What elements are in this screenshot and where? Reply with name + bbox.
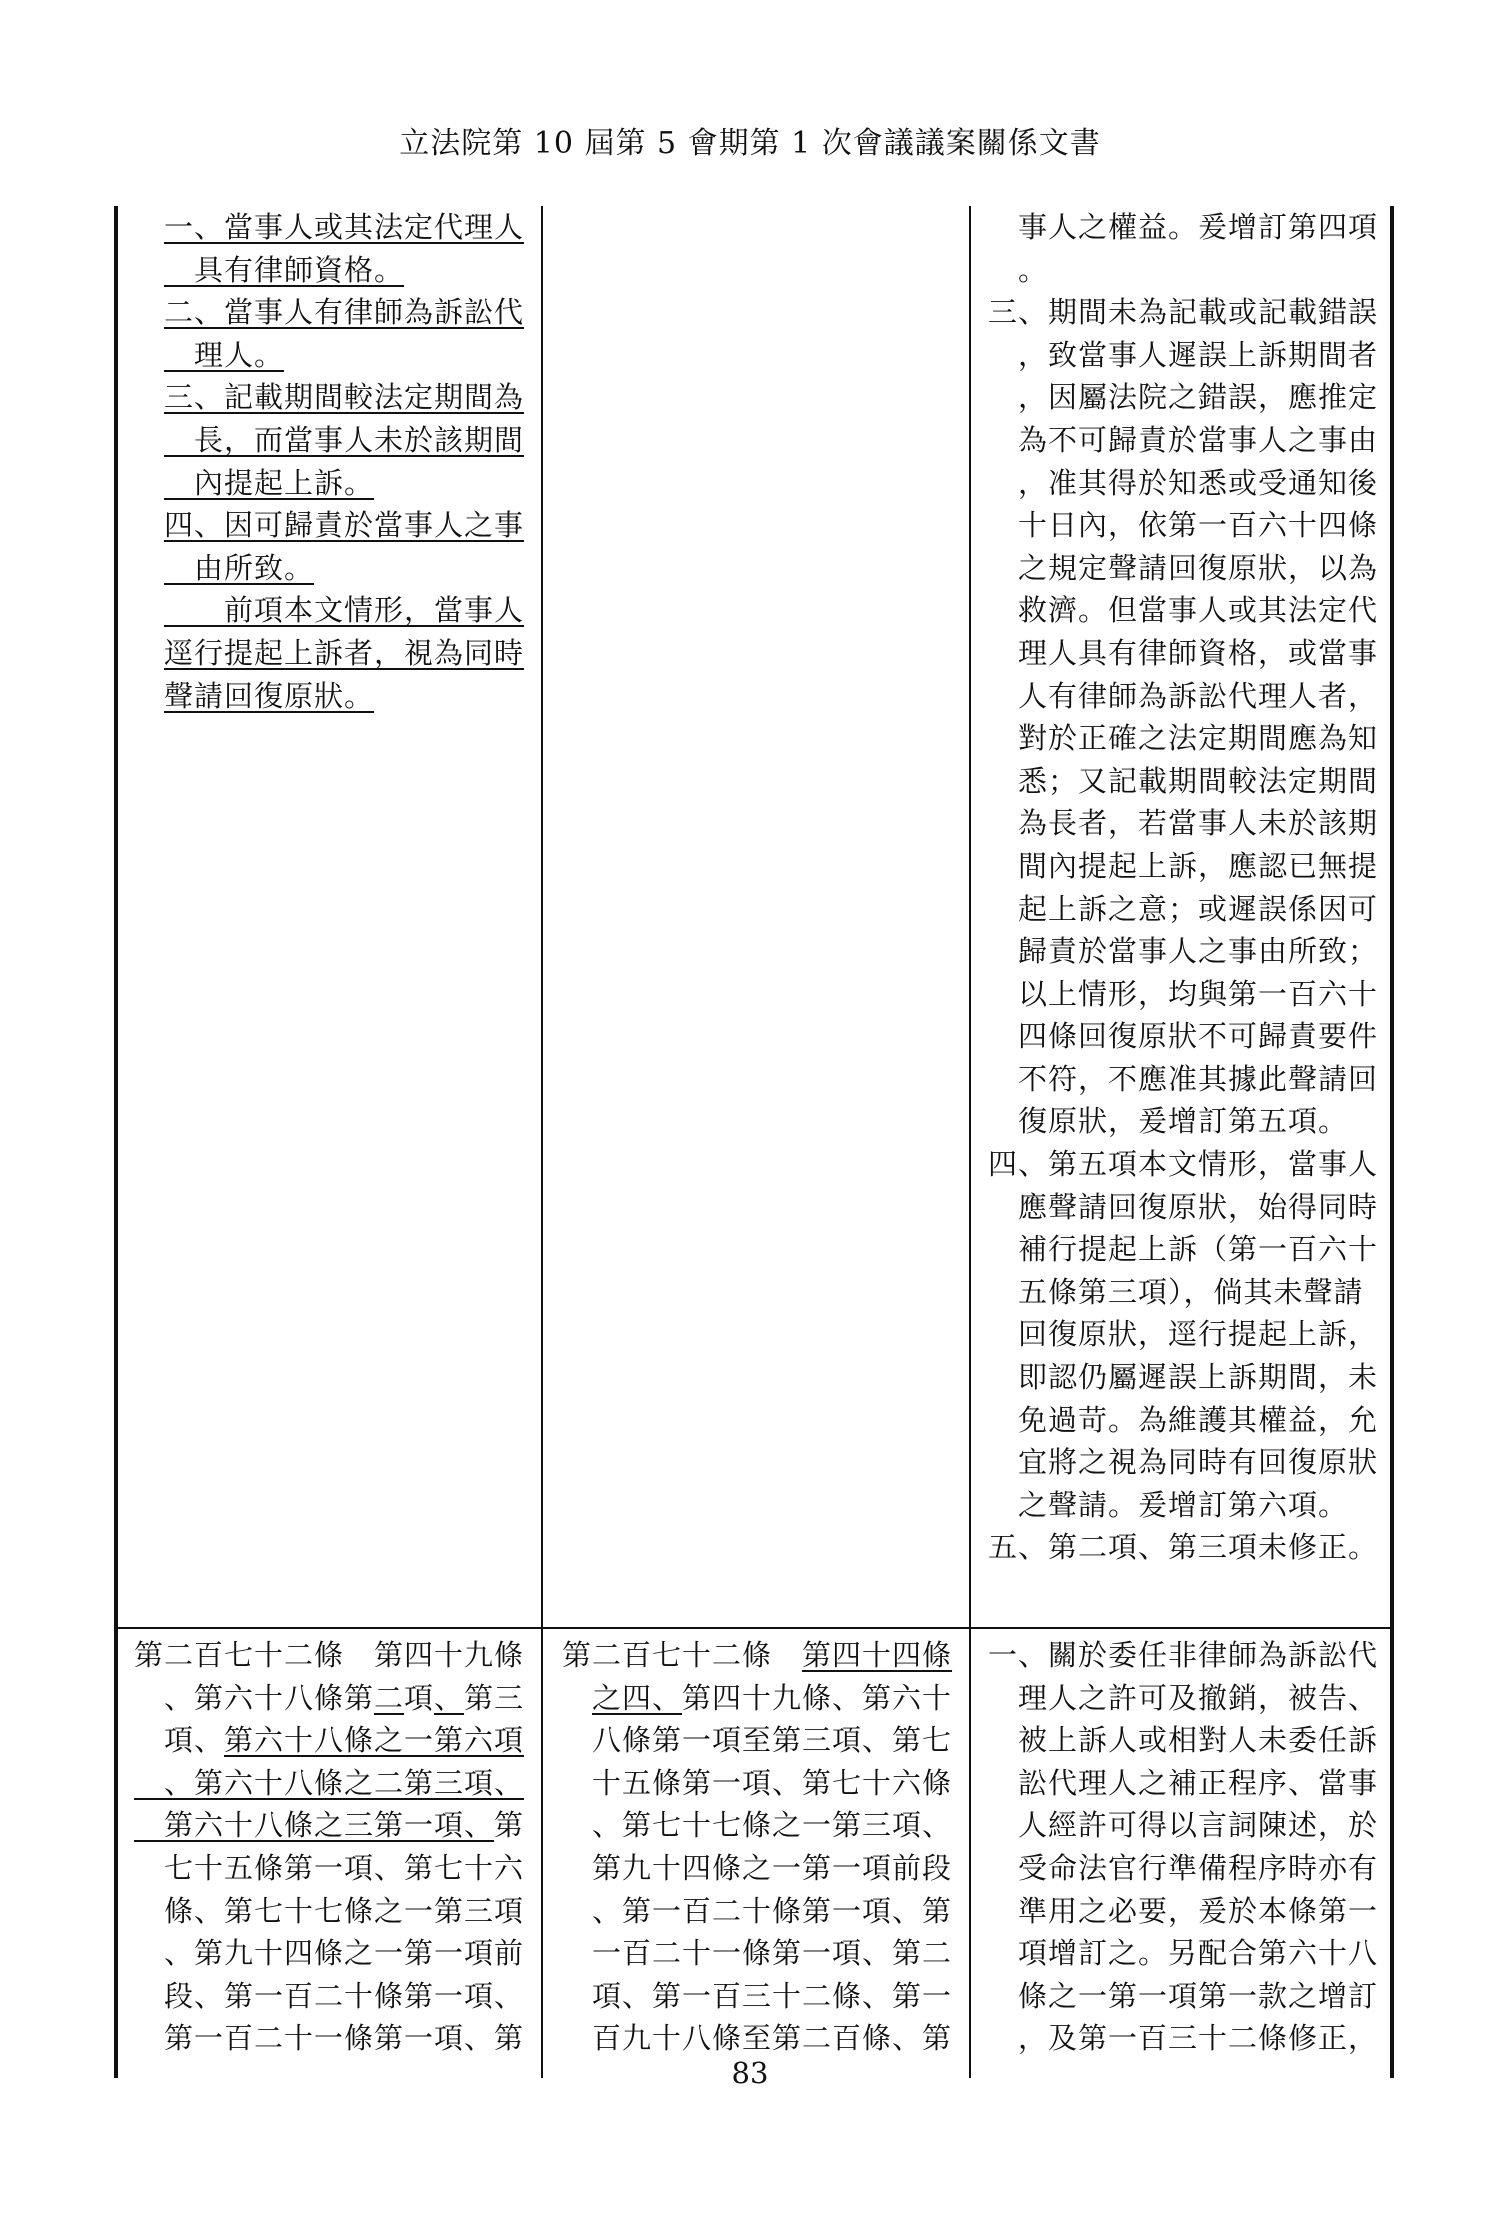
text-line	[562, 1634, 964, 1677]
text-segment: 第三	[464, 1680, 525, 1715]
text-line	[562, 1804, 964, 1847]
text-line	[988, 1634, 1388, 1677]
text-line	[164, 291, 539, 334]
text-segment: 人經許可得以言詞陳述，於	[988, 1808, 1379, 1843]
text-line	[164, 675, 539, 718]
text-segment: 為長者，若當事人未於該期	[988, 806, 1379, 841]
text-segment: 二、當事人有律師為訴訟代	[164, 295, 525, 330]
text-line	[988, 1526, 1388, 1569]
text-segment: 第九十四條之一第一項前段	[562, 1850, 953, 1885]
text-segment: 四條回復原狀不可歸責要件	[988, 1019, 1379, 1054]
text-line	[134, 1719, 539, 1762]
text-line	[988, 419, 1388, 462]
text-segment: 之四、	[592, 1680, 683, 1715]
table-right-border	[1390, 206, 1394, 2078]
row2-amendment-text	[134, 1634, 539, 2060]
text-line	[988, 547, 1388, 590]
row1-amendment-text	[164, 206, 539, 717]
text-segment: 內提起上訴。	[164, 465, 375, 500]
text-segment: 準用之必要，爰於本條第一	[988, 1893, 1379, 1928]
text-line	[988, 1847, 1388, 1890]
text-segment: 復原狀，爰增訂第五項。	[988, 1104, 1349, 1139]
text-segment: 段、第一百二十條第一項、	[134, 1978, 525, 2013]
page-number: 83	[731, 2056, 769, 2090]
text-segment: 三、記載期間較法定期間為	[164, 380, 525, 415]
text-segment: 起上訴之意；或遲誤係因可	[988, 891, 1379, 926]
text-segment: 悉；又記載期間較法定期間	[988, 763, 1379, 798]
text-segment: 救濟。但當事人或其法定代	[988, 593, 1379, 628]
text-segment: 免過苛。為維護其權益，允	[988, 1402, 1379, 1437]
text-line	[134, 1932, 539, 1975]
text-segment: 事人之權益。爰增訂第四項	[988, 210, 1379, 244]
page-header: 立法院第 10 屆第 5 會期第 1 次會議議案關係文書	[399, 126, 1101, 161]
text-line	[562, 1719, 964, 1762]
text-segment: 十五條第一項、第七十六條	[562, 1765, 953, 1800]
table-left-border	[114, 206, 118, 2078]
text-line	[164, 462, 539, 505]
text-segment: 八條第一項至第三項、第七	[562, 1723, 953, 1758]
text-line	[562, 1677, 964, 1720]
text-segment: 訟代理人之補正程序、當事	[988, 1765, 1379, 1800]
text-line	[988, 2017, 1388, 2060]
text-segment: 對於正確之法定期間應為知	[988, 721, 1379, 756]
text-line	[164, 376, 539, 419]
text-segment: 一、關於委任非律師為訴訟代	[988, 1638, 1379, 1672]
text-line	[988, 675, 1388, 718]
text-segment: 由所致。	[164, 550, 315, 585]
text-segment: 項	[404, 1680, 435, 1715]
text-line	[164, 632, 539, 675]
row2-current-text	[562, 1634, 964, 2060]
text-line	[988, 1399, 1388, 1442]
text-segment: 、第六十八條第	[134, 1680, 375, 1715]
text-line	[988, 1932, 1388, 1975]
text-line	[164, 547, 539, 590]
text-line	[988, 973, 1388, 1016]
text-line	[134, 1975, 539, 2018]
text-line	[134, 1677, 539, 1720]
text-line	[988, 1762, 1388, 1805]
text-segment: 三、期間未為記載或記載錯誤	[988, 295, 1379, 330]
text-line	[988, 376, 1388, 419]
text-segment: 間內提起上訴，應認已無提	[988, 848, 1379, 883]
text-line	[988, 206, 1388, 249]
text-segment: 第	[494, 1808, 525, 1843]
text-line	[134, 1804, 539, 1847]
text-line	[988, 1186, 1388, 1229]
text-segment: 第二百七十二條	[562, 1638, 803, 1672]
text-segment: 具有律師資格。	[164, 252, 405, 287]
text-line	[562, 2017, 964, 2060]
row2-explanation	[988, 1634, 1388, 2060]
text-line	[988, 632, 1388, 675]
text-segment: ，因屬法院之錯誤，應推定	[988, 380, 1379, 415]
text-line	[164, 419, 539, 462]
text-segment: 、	[434, 1680, 465, 1715]
text-line	[164, 206, 539, 249]
text-segment: 受命法官行準備程序時亦有	[988, 1850, 1379, 1885]
text-segment: 理人具有律師資格，或當事	[988, 635, 1379, 670]
text-segment: 條之一第一項第一款之增訂	[988, 1978, 1379, 2013]
text-line	[988, 802, 1388, 845]
text-segment: ，及第一百三十二條修正，	[988, 2021, 1379, 2056]
text-line	[988, 717, 1388, 760]
text-segment: 即認仍屬遲誤上訴期間，未	[988, 1360, 1379, 1395]
text-segment: 、第九十四條之一第一項前	[134, 1936, 525, 1971]
text-line	[988, 462, 1388, 505]
text-segment: 四、因可歸責於當事人之事	[164, 508, 525, 543]
text-segment: 十日內，依第一百六十四條	[988, 508, 1379, 543]
text-line	[988, 504, 1388, 547]
text-segment: 第六十八條之三第一項、	[134, 1808, 495, 1843]
text-segment: 逕行提起上訴者，視為同時	[164, 635, 525, 670]
text-line	[134, 1762, 539, 1805]
text-line	[562, 1847, 964, 1890]
text-line	[562, 1975, 964, 2018]
text-segment: 、第七十七條之一第三項、	[562, 1808, 953, 1843]
text-segment: ，准其得於知悉或受通知後	[988, 465, 1379, 500]
text-segment: 為不可歸責於當事人之事由	[988, 422, 1379, 457]
text-segment: 以上情形，均與第一百六十	[988, 976, 1379, 1011]
text-line	[988, 1719, 1388, 1762]
column-divider-1	[541, 206, 543, 2078]
text-segment: 第二百七十二條 第四十九條	[134, 1638, 525, 1672]
text-line	[988, 1100, 1388, 1143]
text-line	[988, 1271, 1388, 1314]
text-line	[988, 930, 1388, 973]
text-line	[988, 888, 1388, 931]
text-line	[988, 1143, 1388, 1186]
text-segment: 宜將之視為同時有回復原狀	[988, 1445, 1379, 1480]
row-divider	[114, 1627, 1394, 1629]
text-line	[988, 1015, 1388, 1058]
text-segment: 被上訴人或相對人未委任訴	[988, 1723, 1379, 1758]
comparison-table	[114, 206, 1394, 2078]
text-line	[988, 1484, 1388, 1527]
text-segment: 應聲請回復原狀，始得同時	[988, 1189, 1379, 1224]
text-segment: 理人之許可及撤銷，被告、	[988, 1680, 1379, 1715]
text-segment: 七十五條第一項、第七十六	[134, 1850, 525, 1885]
text-segment: 一、當事人或其法定代理人	[164, 210, 525, 244]
text-segment: 條、第七十七條之一第三項	[134, 1893, 525, 1928]
text-segment	[562, 1681, 592, 1715]
text-line	[988, 1975, 1388, 2018]
text-line	[134, 1634, 539, 1677]
text-line	[134, 1890, 539, 1933]
text-line	[988, 1313, 1388, 1356]
text-line	[134, 2017, 539, 2060]
text-line	[988, 845, 1388, 888]
text-line	[988, 291, 1388, 334]
text-segment: 之聲請。爰增訂第六項。	[988, 1487, 1349, 1522]
text-segment: 理人。	[164, 337, 285, 372]
text-line	[988, 1228, 1388, 1271]
text-segment: 四、第五項本文情形，當事人	[988, 1147, 1379, 1182]
text-segment: 長，而當事人未於該期間	[164, 422, 525, 457]
text-segment: 補行提起上訴（第一百六十	[988, 1232, 1379, 1267]
text-segment: 二	[374, 1680, 405, 1715]
column-divider-2	[969, 206, 971, 2078]
text-segment: 、第六十八條之二第三項、	[134, 1765, 525, 1800]
row1-explanation	[988, 206, 1388, 1569]
text-line	[164, 589, 539, 632]
text-segment: 不符，不應准其據此聲請回	[988, 1061, 1379, 1096]
text-segment: 第一百二十一條第一項、第	[134, 2021, 525, 2056]
text-segment: 項、第一百三十二條、第一	[562, 1978, 953, 2013]
text-segment: 第四十四條	[802, 1638, 953, 1672]
text-line	[164, 334, 539, 377]
text-line	[988, 1677, 1388, 1720]
text-segment: 百九十八條至第二百條、第	[562, 2021, 953, 2056]
text-segment: 聲請回復原狀。	[164, 678, 375, 713]
text-line	[562, 1932, 964, 1975]
text-line	[988, 589, 1388, 632]
text-line	[988, 249, 1388, 292]
text-line	[134, 1847, 539, 1890]
text-line	[562, 1890, 964, 1933]
text-segment: 五條第三項），倘其未聲請	[988, 1274, 1364, 1309]
text-segment: 項增訂之。另配合第六十八	[988, 1936, 1379, 1971]
text-line	[988, 1804, 1388, 1847]
text-line	[988, 334, 1388, 377]
text-line	[988, 1058, 1388, 1101]
text-line	[988, 1356, 1388, 1399]
text-line	[988, 1890, 1388, 1933]
text-segment: 之規定聲請回復原狀，以為	[988, 550, 1379, 585]
text-segment: 第六十八條之一第六項	[224, 1723, 525, 1758]
text-segment: ，致當事人遲誤上訴期間者	[988, 337, 1379, 372]
text-segment: 前項本文情形，當事人	[164, 593, 525, 628]
text-segment: 歸責於當事人之事由所致；	[988, 934, 1379, 969]
text-line	[988, 1441, 1388, 1484]
text-line	[562, 1762, 964, 1805]
text-line	[164, 504, 539, 547]
text-segment: 、第一百二十條第一項、第	[562, 1893, 953, 1928]
text-line	[164, 249, 539, 292]
text-segment: 人有律師為訴訟代理人者，	[988, 678, 1379, 713]
text-line	[988, 760, 1388, 803]
text-segment: 項、	[134, 1723, 225, 1758]
text-segment: 回復原狀，逕行提起上訴，	[988, 1317, 1379, 1352]
text-segment: 五、第二項、第三項未修正。	[988, 1530, 1379, 1565]
text-segment: 。	[988, 252, 1049, 287]
text-segment: 第四十九條、第六十	[682, 1680, 953, 1715]
text-segment: 一百二十一條第一項、第二	[562, 1936, 953, 1971]
